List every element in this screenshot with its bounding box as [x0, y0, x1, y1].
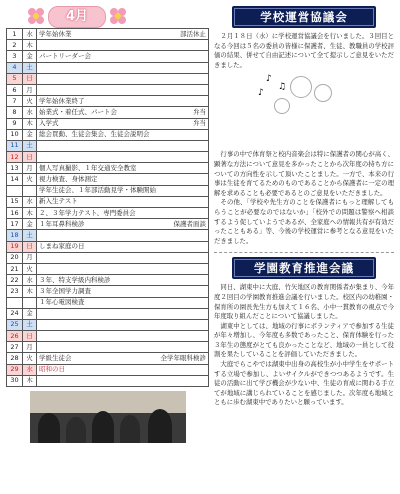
calendar-row — [7, 73, 209, 84]
meeting-photo — [30, 391, 186, 443]
article2-para2: 湖東中としては、地域の行事にボランティアで参加する生徒が年々増加し、今年度も多数であったこと、保育体験を行った３年生の態度がとても良かったことなど、地域の一員として役割を果たしていることを評価していただきました。 — [214, 321, 394, 359]
calendar-weekday: 月 — [23, 163, 37, 174]
calendar-event — [37, 196, 209, 207]
calendar-row — [7, 62, 209, 73]
calendar-date: 19 — [7, 241, 23, 252]
calendar-weekday: 木 — [23, 118, 37, 129]
calendar-row — [7, 107, 209, 118]
calendar-table — [6, 28, 209, 387]
calendar-event — [37, 353, 209, 364]
article1-title: 学校運営協議会 — [232, 6, 376, 28]
calendar-date: 7 — [7, 96, 23, 107]
calendar-row — [7, 84, 209, 95]
calendar-date: 27 — [7, 342, 23, 353]
articles-column — [214, 4, 394, 408]
calendar-event — [37, 96, 209, 107]
calendar-event-note: 保護者面談 — [173, 219, 206, 228]
calendar-date: 11 — [7, 140, 23, 151]
calendar-event-text: しまね家庭の日 — [39, 242, 85, 251]
calendar-event — [37, 73, 209, 84]
calendar-date: 13 — [7, 163, 23, 174]
calendar-date: 6 — [7, 84, 23, 95]
calendar-event — [37, 331, 209, 342]
calendar-row — [7, 297, 209, 308]
calendar-event-text: 入学式 — [39, 119, 59, 128]
music-note-icon: ♪ — [258, 88, 264, 99]
calendar-date: 26 — [7, 331, 23, 342]
calendar-event — [37, 275, 209, 286]
calendar-event — [37, 84, 209, 95]
calendar-row — [7, 275, 209, 286]
calendar-column — [6, 4, 209, 443]
calendar-weekday: 木 — [23, 286, 37, 297]
calendar-weekday: 日 — [23, 241, 37, 252]
calendar-event-text: 個人写真撮影、１年交通安全教室 — [39, 163, 137, 172]
calendar-date: 21 — [7, 263, 23, 274]
calendar-date: 10 — [7, 129, 23, 140]
calendar-date — [7, 185, 23, 196]
calendar-weekday: 日 — [23, 73, 37, 84]
calendar-event — [37, 364, 209, 375]
calendar-event — [37, 241, 209, 252]
music-note-icon: ♫ — [278, 82, 287, 93]
article2-para1: 同日、湖東中に大庭、竹矢地区の教育関係者が集まり、今年度２回目の学園教育推進会議を行いました。校区内の幼稚園・保育所の園長先生方も加えて１６名、小中一貫教育の視点で今年度取り組んだことについて協議しました。 — [214, 283, 394, 321]
calendar-event — [37, 107, 209, 118]
calendar-event — [37, 375, 209, 386]
calendar-date: 23 — [7, 286, 23, 297]
article2-para3: 大庭でらこやでは湖東中出身の高校生が小中学生をサポートする立場で参加し、よいサイクルができつつあるようです。生徒の活動に出て学び機会が少ない中、生徒の育成に関わる手立てが地域に講じられていることを感じました。次年度も地域とともに歩む湖東中でありたいと願っています。 — [214, 360, 394, 407]
calendar-row — [7, 40, 209, 51]
calendar-row — [7, 96, 209, 107]
calendar-row — [7, 342, 209, 353]
calendar-event — [37, 297, 209, 308]
article1-para1: ２月１８日（水）に学校運営協議会を行いました。３回目となる今回は５名の委員の皆様に保護者、生徒、教職員の学校評価の結果、併せて自由記述について全て提示しご意見をいただきました。 — [214, 32, 394, 69]
calendar-event — [37, 118, 209, 129]
calendar-row — [7, 319, 209, 330]
calendar-date: 29 — [7, 364, 23, 375]
calendar-weekday: 金 — [23, 219, 37, 230]
calendar-event-text: １年耳鼻科検診 — [39, 219, 85, 228]
calendar-row — [7, 241, 209, 252]
calendar-date: 15 — [7, 196, 23, 207]
calendar-weekday: 火 — [23, 353, 37, 364]
calendar-event — [37, 219, 209, 230]
calendar-date: 3 — [7, 51, 23, 62]
calendar-event — [37, 286, 209, 297]
calendar-event-text: 学年始休業終了 — [39, 96, 85, 105]
calendar-event — [37, 163, 209, 174]
calendar-event-text: １年心電図検査 — [39, 298, 85, 307]
article1-para3: その他、「学校や先生方のことを保護者にもっと理解してもらうことが必要なのではないか」「校外での問題は警察へ相談するよう促していようであるが、全家庭への情報共有が有効だったこともある」等、今後の学校運営に参考となる意見をいただきました。 — [214, 198, 394, 245]
calendar-weekday: 木 — [23, 375, 37, 386]
calendar-date: 8 — [7, 107, 23, 118]
calendar-row — [7, 219, 209, 230]
calendar-row — [7, 364, 209, 375]
calendar-weekday: 火 — [23, 96, 37, 107]
calendar-event — [37, 319, 209, 330]
article2-title: 学園教育推進会議 — [232, 257, 376, 279]
calendar-weekday: 月 — [23, 252, 37, 263]
calendar-weekday: 水 — [23, 364, 37, 375]
calendar-row — [7, 140, 209, 151]
calendar-date: 30 — [7, 375, 23, 386]
calendar-event-text: 総会買動、生徒会集会、生徒会説明会 — [39, 130, 150, 139]
calendar-event — [37, 29, 209, 40]
calendar-event — [37, 152, 209, 163]
calendar-row — [7, 263, 209, 274]
calendar-weekday: 水 — [23, 107, 37, 118]
calendar-event-text: ３年、特支学級内科検診 — [39, 275, 111, 284]
calendar-event — [37, 62, 209, 73]
calendar-event-note: 全学年眼科検診 — [160, 354, 206, 363]
calendar-event-text: パートリーダー会 — [39, 51, 91, 60]
calendar-weekday: 土 — [23, 319, 37, 330]
calendar-event-text: 視力検査、身体測定 — [39, 175, 98, 184]
calendar-date: 2 — [7, 40, 23, 51]
flower-icon — [110, 8, 126, 24]
music-note-icon: ♪ — [266, 74, 272, 85]
calendar-date: 9 — [7, 118, 23, 129]
calendar-row — [7, 196, 209, 207]
calendar-row — [7, 331, 209, 342]
calendar-weekday: 水 — [23, 29, 37, 40]
calendar-weekday: 木 — [23, 40, 37, 51]
calendar-row — [7, 185, 209, 196]
calendar-row — [7, 353, 209, 364]
calendar-event-text: 学級生徒会 — [39, 354, 72, 363]
calendar-event — [37, 263, 209, 274]
calendar-date: 25 — [7, 319, 23, 330]
calendar-row — [7, 174, 209, 185]
calendar-row — [7, 308, 209, 319]
calendar-row — [7, 118, 209, 129]
calendar-date: 14 — [7, 174, 23, 185]
calendar-event — [37, 230, 209, 241]
calendar-weekday: 土 — [23, 230, 37, 241]
calendar-event — [37, 40, 209, 51]
calendar-weekday: 日 — [23, 152, 37, 163]
calendar-event — [37, 252, 209, 263]
calendar-event-note: 弁当 — [193, 119, 206, 128]
illustration — [214, 72, 394, 148]
calendar-date: 4 — [7, 62, 23, 73]
calendar-row — [7, 375, 209, 386]
calendar-row — [7, 163, 209, 174]
calendar-date: 18 — [7, 230, 23, 241]
calendar-date: 22 — [7, 275, 23, 286]
calendar-event-note: 弁当 — [193, 107, 206, 116]
calendar-weekday: 水 — [23, 275, 37, 286]
calendar-date: 1 — [7, 29, 23, 40]
calendar-weekday: 金 — [23, 129, 37, 140]
calendar-row — [7, 208, 209, 219]
calendar-date: 28 — [7, 353, 23, 364]
calendar-weekday: 金 — [23, 308, 37, 319]
calendar-event — [37, 185, 209, 196]
calendar-row — [7, 129, 209, 140]
calendar-weekday: 土 — [23, 62, 37, 73]
calendar-date: 17 — [7, 219, 23, 230]
calendar-row — [7, 286, 209, 297]
calendar-row — [7, 230, 209, 241]
calendar-event — [37, 342, 209, 353]
flower-icon — [28, 8, 44, 24]
calendar-weekday: 土 — [23, 140, 37, 151]
calendar-event-text: 始業式・着任式、パート会 — [39, 107, 117, 116]
calendar-event — [37, 51, 209, 62]
calendar-weekday — [23, 185, 37, 196]
calendar-event-note: 部活休止 — [180, 29, 206, 38]
calendar-event — [37, 129, 209, 140]
calendar-weekday: 木 — [23, 208, 37, 219]
calendar-weekday — [23, 297, 37, 308]
calendar-date: 24 — [7, 308, 23, 319]
article1-para2: 行事の中で体育祭と校内音楽会は特に保護者の関心が高く、顕著な方法について意見を多かったことから次年度の持ち方についての方向性を示して頂いたことました。一方で、本来の行事は生徒を育てるためのものであることから保護者に一定の理解を求めることも必要であるとのご意見をいただきました。 — [214, 150, 394, 197]
calendar-row — [7, 152, 209, 163]
calendar-event — [37, 140, 209, 151]
calendar-date: 12 — [7, 152, 23, 163]
calendar-event-text: 学年生徒会、１年部活動見学・体験開始 — [39, 186, 156, 195]
calendar-weekday: 水 — [23, 196, 37, 207]
calendar-event-text: 昭和の日 — [39, 365, 65, 374]
month-header — [6, 4, 209, 28]
calendar-row — [7, 252, 209, 263]
calendar-date: 20 — [7, 252, 23, 263]
calendar-event-text: ３年全国学力調査 — [39, 286, 91, 295]
calendar-weekday: 火 — [23, 174, 37, 185]
month-label: 4月 — [48, 6, 106, 28]
calendar-date: 5 — [7, 73, 23, 84]
calendar-row — [7, 51, 209, 62]
calendar-weekday: 金 — [23, 51, 37, 62]
calendar-date: 16 — [7, 208, 23, 219]
calendar-weekday: 火 — [23, 263, 37, 274]
calendar-event — [37, 208, 209, 219]
calendar-weekday: 月 — [23, 84, 37, 95]
calendar-event — [37, 308, 209, 319]
calendar-weekday: 月 — [23, 342, 37, 353]
calendar-weekday: 日 — [23, 331, 37, 342]
calendar-event-text: 学年始休業 — [39, 29, 72, 38]
calendar-event-text: ２、３年学力テスト、専門委員会 — [39, 208, 136, 217]
calendar-row — [7, 29, 209, 40]
calendar-event-text: 新入生テスト — [39, 197, 78, 206]
calendar-date — [7, 297, 23, 308]
calendar-event — [37, 174, 209, 185]
